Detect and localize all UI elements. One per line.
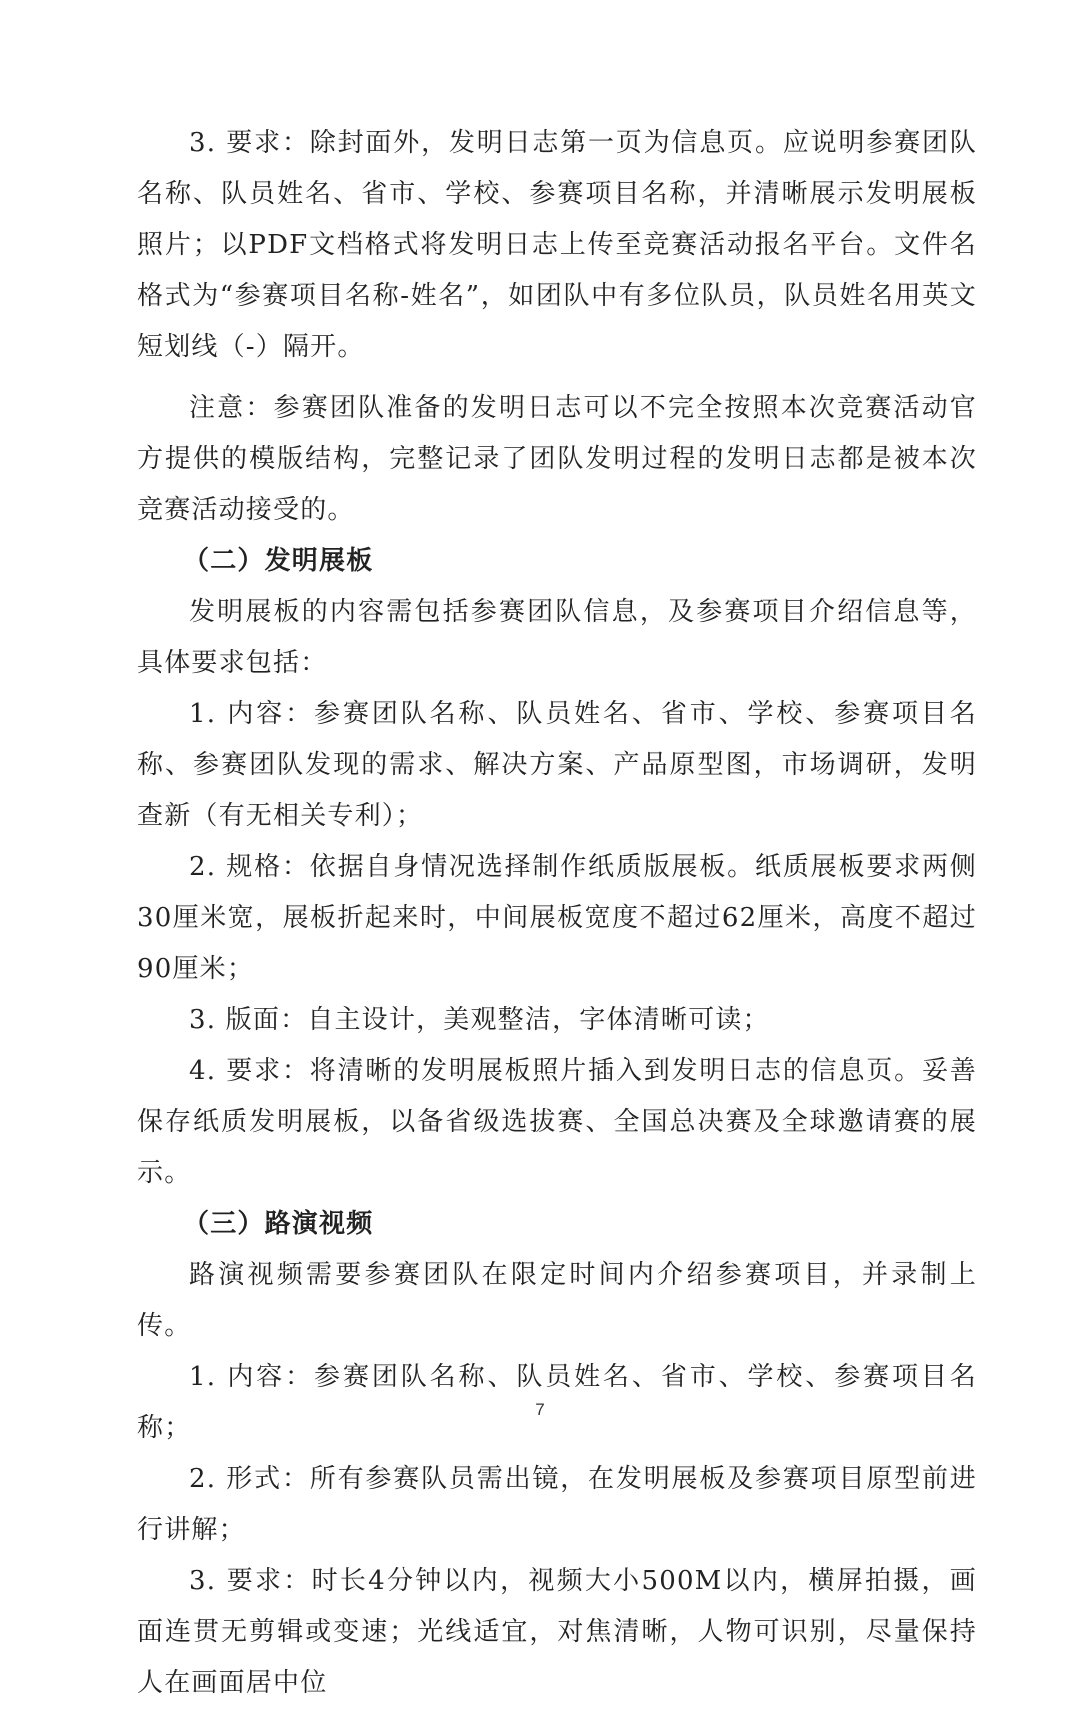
- page-number: 7: [535, 1400, 545, 1419]
- board-item-requirement: 4. 要求：将清晰的发明展板照片插入到发明日志的信息页。妥善保存纸质发明展板，以备省级选拔赛、全国总决赛及全球邀请赛的展示。: [137, 1056, 977, 1188]
- video-item-content: 1. 内容：参赛团队名称、队员姓名、省市、学校、参赛项目名称；: [137, 1362, 977, 1443]
- requirement-paragraph: 3. 要求：除封面外，发明日志第一页为信息页。应说明参赛团队名称、队员姓名、省市、学校、参赛项目名称，并清晰展示发明展板照片；以PDF文档格式将发明日志上传至竞赛活动报名平台。文件名格式为“参赛项目名称-姓名”，如团队中有多位队员，队员姓名用英文短划线（-）隔开。: [137, 128, 977, 362]
- board-item-spec: 2. 规格：依据自身情况选择制作纸质版展板。纸质展板要求两侧30厘米宽，展板折起来时，中间展板宽度不超过62厘米，高度不超过90厘米；: [137, 852, 977, 984]
- video-intro-paragraph: 路演视频需要参赛团队在限定时间内介绍参赛项目，并录制上传。: [137, 1260, 977, 1341]
- page-body: [137, 118, 977, 1709]
- note-paragraph: 注意：参赛团队准备的发明日志可以不完全按照本次竞赛活动官方提供的模版结构，完整记录了团队发明过程的发明日志都是被本次竞赛活动接受的。: [137, 393, 977, 525]
- board-item-layout: 3. 版面：自主设计，美观整洁，字体清晰可读；: [189, 1005, 770, 1035]
- board-intro-paragraph: 发明展板的内容需包括参赛团队信息，及参赛项目介绍信息等，具体要求包括：: [137, 597, 977, 678]
- section-heading-video: （三）路演视频: [183, 1209, 374, 1239]
- video-item-requirement: 3. 要求：时长4分钟以内，视频大小500M以内，横屏拍摄，画面连贯无剪辑或变速；光线适宜，对焦清晰，人物可识别，尽量保持人在画面居中位: [137, 1566, 977, 1698]
- board-item-content: 1. 内容：参赛团队名称、队员姓名、省市、学校、参赛项目名称、参赛团队发现的需求、解决方案、产品原型图，市场调研，发明查新（有无相关专利）；: [137, 699, 977, 831]
- video-item-format: 2. 形式：所有参赛队员需出镜，在发明展板及参赛项目原型前进行讲解；: [137, 1464, 977, 1545]
- section-heading-board: （二）发明展板: [183, 546, 374, 576]
